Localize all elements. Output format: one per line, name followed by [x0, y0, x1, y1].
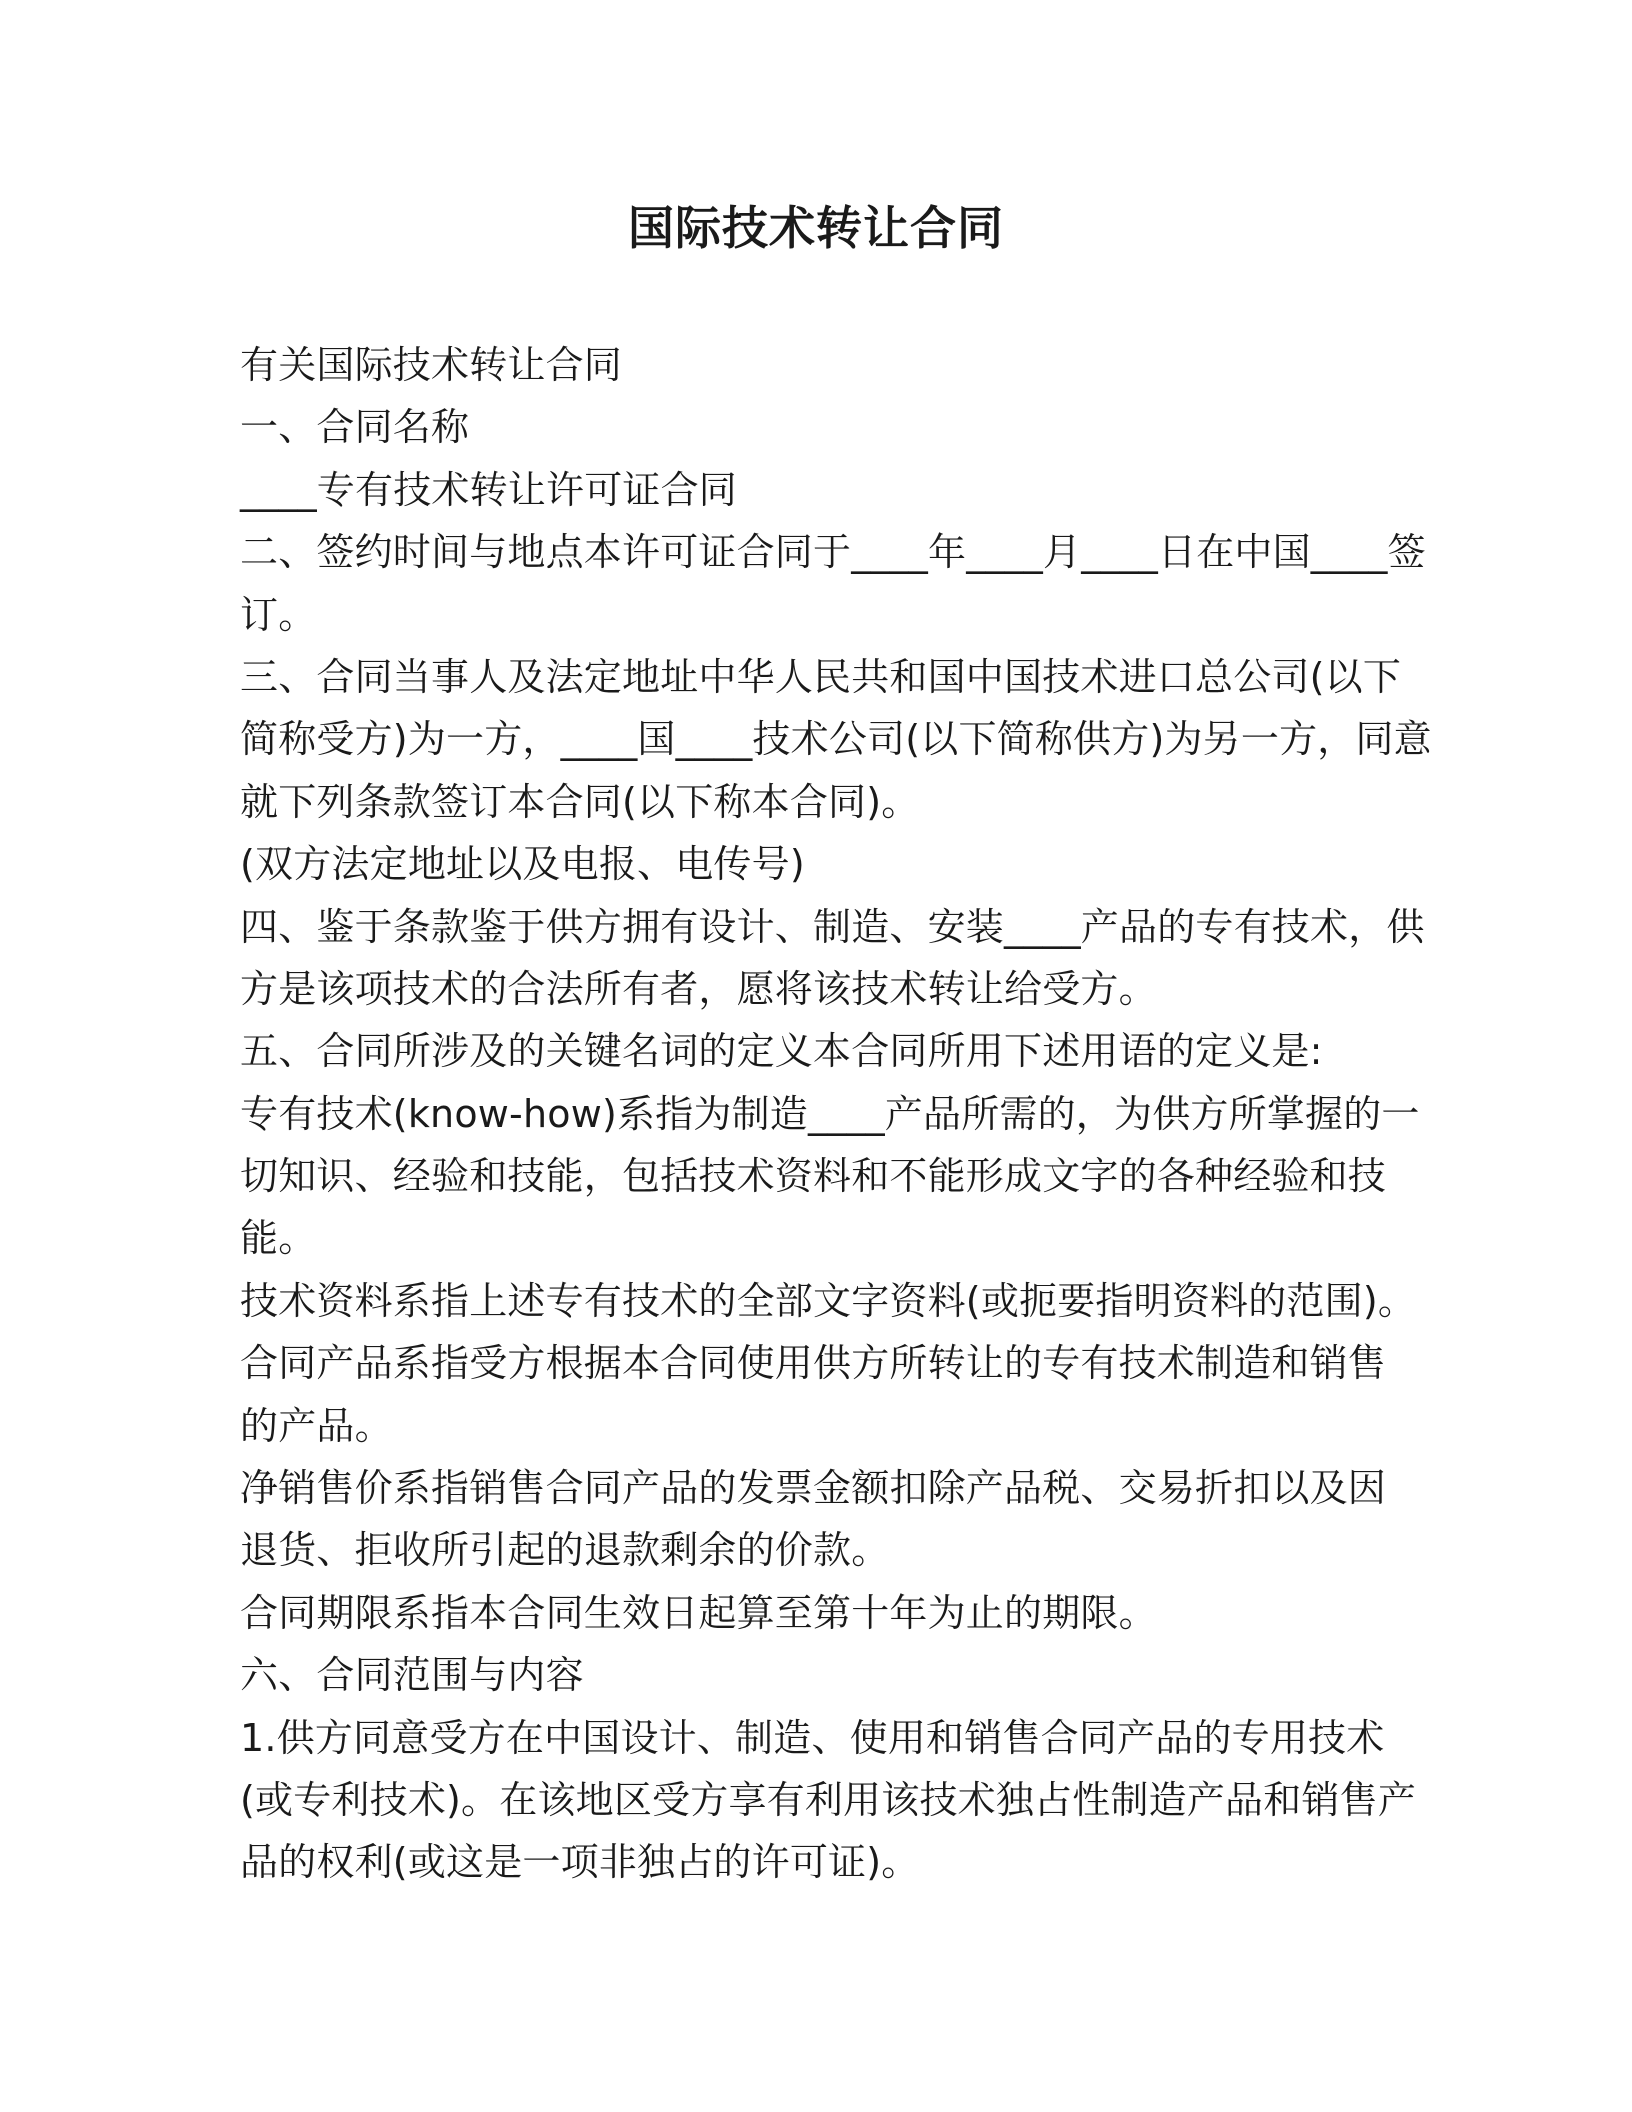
body-line: (双方法定地址以及电报、电传号)	[240, 842, 805, 887]
section-heading: 四、鉴于条款鉴于供方拥有设计、制造、安装____产品的专有技术，供	[240, 904, 1425, 949]
body-line: 净销售价系指销售合同产品的发票金额扣除产品税、交易折扣以及因	[240, 1466, 1387, 1511]
body-line: ____专有技术转让许可证合同	[240, 467, 738, 512]
document-body	[240, 334, 1432, 1894]
body-line: 切知识、经验和技能，包括技术资料和不能形成文字的各种经验和技	[240, 1154, 1387, 1199]
body-line: 订。	[240, 592, 317, 637]
body-line: 简称受方)为一方，____国____技术公司(以下简称供方)为另一方，同意	[240, 717, 1432, 762]
body-line: 的产品。	[240, 1403, 393, 1448]
body-line: 品的权利(或这是一项非独占的许可证)。	[240, 1840, 920, 1885]
section-heading: 六、合同范围与内容	[240, 1653, 584, 1698]
section-heading: 二、签约时间与地点本许可证合同于____年____月____日在中国____签	[240, 530, 1426, 575]
body-line: (或专利技术)。在该地区受方享有利用该技术独占性制造产品和销售产	[240, 1777, 1417, 1822]
section-heading: 五、合同所涉及的关键名词的定义本合同所用下述用语的定义是:	[240, 1029, 1323, 1074]
body-line: 方是该项技术的合法所有者，愿将该技术转让给受方。	[240, 966, 1157, 1011]
body-line: 有关国际技术转让合同	[240, 343, 623, 387]
body-line: 合同期限系指本合同生效日起算至第十年为止的期限。	[240, 1590, 1157, 1635]
body-line: 能。	[240, 1216, 317, 1261]
section-heading: 一、合同名称	[240, 405, 470, 450]
body-line: 技术资料系指上述专有技术的全部文字资料(或扼要指明资料的范围)。	[240, 1278, 1417, 1323]
body-line: 专有技术(know-how)系指为制造____产品所需的，为供方所掌握的一	[240, 1091, 1420, 1136]
body-line: 1.供方同意受方在中国设计、制造、使用和销售合同产品的专用技术	[240, 1715, 1385, 1760]
body-line: 合同产品系指受方根据本合同使用供方所转让的专有技术制造和销售	[240, 1341, 1387, 1386]
body-line: 就下列条款签订本合同(以下称本合同)。	[240, 779, 920, 824]
document-title: 国际技术转让合同	[628, 201, 1004, 255]
body-line: 退货、拒收所引起的退款剩余的价款。	[240, 1528, 890, 1573]
section-heading: 三、合同当事人及法定地址中华人民共和国中国技术进口总公司(以下	[240, 654, 1402, 699]
